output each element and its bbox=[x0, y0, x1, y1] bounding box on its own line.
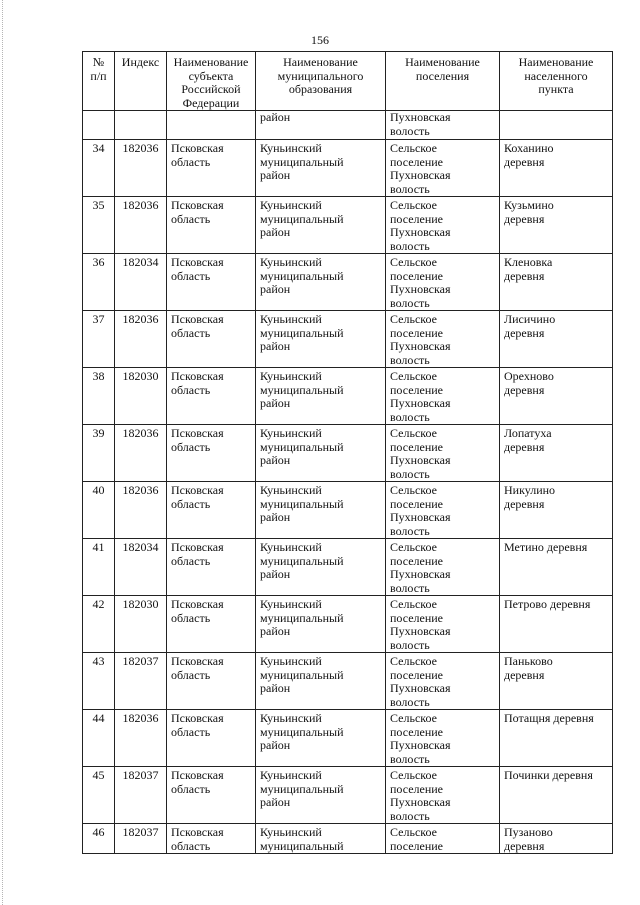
cell-locality bbox=[500, 111, 613, 140]
cell-locality: Починки деревня bbox=[500, 767, 613, 824]
cell-subject: Псковская область bbox=[167, 710, 256, 767]
header-index: Индекс bbox=[115, 52, 167, 111]
cell-subject: Псковская область bbox=[167, 767, 256, 824]
localities-table bbox=[82, 51, 613, 854]
cell-subject: Псковская область bbox=[167, 254, 256, 311]
cell-number: 41 bbox=[83, 539, 115, 596]
cell-settlement: Сельское поселение Пухновская волость bbox=[386, 539, 500, 596]
cell-settlement: Сельское поселение Пухновская волость bbox=[386, 482, 500, 539]
cell-subject: Псковская область bbox=[167, 311, 256, 368]
cell-number: 44 bbox=[83, 710, 115, 767]
cell-settlement: Сельское поселение Пухновская волость bbox=[386, 254, 500, 311]
table-row bbox=[83, 653, 613, 710]
cell-municipality: Куньинский муниципальный район bbox=[256, 539, 386, 596]
cell-municipality: Куньинский муниципальный район bbox=[256, 140, 386, 197]
cell-municipality: Куньинский муниципальный район bbox=[256, 710, 386, 767]
cell-number: 37 bbox=[83, 311, 115, 368]
cell-index: 182036 bbox=[115, 197, 167, 254]
cell-number: 43 bbox=[83, 653, 115, 710]
cell-subject: Псковская область bbox=[167, 197, 256, 254]
header-row bbox=[83, 52, 613, 111]
cell-settlement: Сельское поселение Пухновская волость bbox=[386, 197, 500, 254]
cell-index bbox=[115, 111, 167, 140]
cell-settlement: Сельское поселение Пухновская волость bbox=[386, 767, 500, 824]
table-row bbox=[83, 368, 613, 425]
cell-municipality: Куньинский муниципальный район bbox=[256, 767, 386, 824]
cell-subject: Псковская область bbox=[167, 140, 256, 197]
cell-subject: Псковская область bbox=[167, 596, 256, 653]
table-body-last bbox=[83, 824, 613, 854]
cell-subject: Псковская область bbox=[167, 653, 256, 710]
cell-settlement: Сельское поселение Пухновская волость bbox=[386, 653, 500, 710]
cell-settlement: Сельское поселение Пухновская волость bbox=[386, 425, 500, 482]
cell-municipality: Куньинский муниципальный район bbox=[256, 425, 386, 482]
table-row bbox=[83, 482, 613, 539]
table-row bbox=[83, 710, 613, 767]
table-row bbox=[83, 140, 613, 197]
cell-number: 36 bbox=[83, 254, 115, 311]
header-subject: Наименование субъекта Российской Федерации bbox=[167, 52, 256, 111]
cell-index: 182030 bbox=[115, 368, 167, 425]
cell-index: 182037 bbox=[115, 767, 167, 824]
cell-settlement: Сельское поселение Пухновская волость bbox=[386, 596, 500, 653]
cell-index: 182030 bbox=[115, 596, 167, 653]
cell-number: 38 bbox=[83, 368, 115, 425]
cell-settlement: Сельское поселение Пухновская волость bbox=[386, 710, 500, 767]
cell-locality: Пузаново деревня bbox=[500, 824, 613, 854]
cell-index: 182034 bbox=[115, 539, 167, 596]
table-row bbox=[83, 824, 613, 854]
cell-subject: Псковская область bbox=[167, 824, 256, 854]
cell-settlement: Пухновская волость bbox=[386, 111, 500, 140]
cell-number: 34 bbox=[83, 140, 115, 197]
cell-number: 40 bbox=[83, 482, 115, 539]
table-header bbox=[83, 52, 613, 111]
cell-municipality: район bbox=[256, 111, 386, 140]
cell-number bbox=[83, 111, 115, 140]
cell-locality: Потащня деревня bbox=[500, 710, 613, 767]
cell-index: 182036 bbox=[115, 710, 167, 767]
cell-index: 182036 bbox=[115, 311, 167, 368]
cell-number: 39 bbox=[83, 425, 115, 482]
cell-locality: Кленовка деревня bbox=[500, 254, 613, 311]
cell-number: 42 bbox=[83, 596, 115, 653]
cell-locality: Лисичино деревня bbox=[500, 311, 613, 368]
cell-number: 45 bbox=[83, 767, 115, 824]
cell-subject bbox=[167, 111, 256, 140]
cell-municipality: Куньинский муниципальный район bbox=[256, 482, 386, 539]
cell-index: 182036 bbox=[115, 482, 167, 539]
cell-index: 182036 bbox=[115, 140, 167, 197]
table-row bbox=[83, 539, 613, 596]
cell-index: 182034 bbox=[115, 254, 167, 311]
cell-settlement: Сельское поселение Пухновская волость bbox=[386, 140, 500, 197]
cell-index: 182036 bbox=[115, 425, 167, 482]
table-row-continuation bbox=[83, 111, 613, 140]
header-municipality: Наименование муниципального образования bbox=[256, 52, 386, 111]
table-row bbox=[83, 197, 613, 254]
cell-locality: Кузьмино деревня bbox=[500, 197, 613, 254]
cell-locality: Лопатуха деревня bbox=[500, 425, 613, 482]
cell-settlement: Сельское поселение bbox=[386, 824, 500, 854]
cell-locality: Метино деревня bbox=[500, 539, 613, 596]
scan-edge-line bbox=[2, 0, 3, 905]
cell-municipality: Куньинский муниципальный район bbox=[256, 653, 386, 710]
cell-locality: Коханино деревня bbox=[500, 140, 613, 197]
cell-municipality: Куньинский муниципальный район bbox=[256, 368, 386, 425]
cell-municipality: Куньинский муниципальный район bbox=[256, 254, 386, 311]
cell-municipality: Куньинский муниципальный район bbox=[256, 197, 386, 254]
header-settlement: Наименование поселения bbox=[386, 52, 500, 111]
table-row bbox=[83, 596, 613, 653]
table-row bbox=[83, 425, 613, 482]
cell-index: 182037 bbox=[115, 653, 167, 710]
table-row bbox=[83, 254, 613, 311]
cell-municipality: Куньинский муниципальный bbox=[256, 824, 386, 854]
cell-locality: Петрово деревня bbox=[500, 596, 613, 653]
header-locality: Наименование населенного пункта bbox=[500, 52, 613, 111]
cell-settlement: Сельское поселение Пухновская волость bbox=[386, 311, 500, 368]
cell-locality: Паньково деревня bbox=[500, 653, 613, 710]
cell-number: 46 bbox=[83, 824, 115, 854]
cell-municipality: Куньинский муниципальный район bbox=[256, 596, 386, 653]
cell-locality: Никулино деревня bbox=[500, 482, 613, 539]
cell-subject: Псковская область bbox=[167, 368, 256, 425]
table-body bbox=[83, 111, 613, 824]
cell-subject: Псковская область bbox=[167, 425, 256, 482]
page-number: 156 bbox=[311, 33, 329, 47]
cell-index: 182037 bbox=[115, 824, 167, 854]
cell-subject: Псковская область bbox=[167, 482, 256, 539]
cell-subject: Псковская область bbox=[167, 539, 256, 596]
cell-number: 35 bbox=[83, 197, 115, 254]
cell-municipality: Куньинский муниципальный район bbox=[256, 311, 386, 368]
cell-settlement: Сельское поселение Пухновская волость bbox=[386, 368, 500, 425]
table-row bbox=[83, 767, 613, 824]
cell-locality: Орехново деревня bbox=[500, 368, 613, 425]
header-number: № п/п bbox=[83, 52, 115, 111]
table-row bbox=[83, 311, 613, 368]
